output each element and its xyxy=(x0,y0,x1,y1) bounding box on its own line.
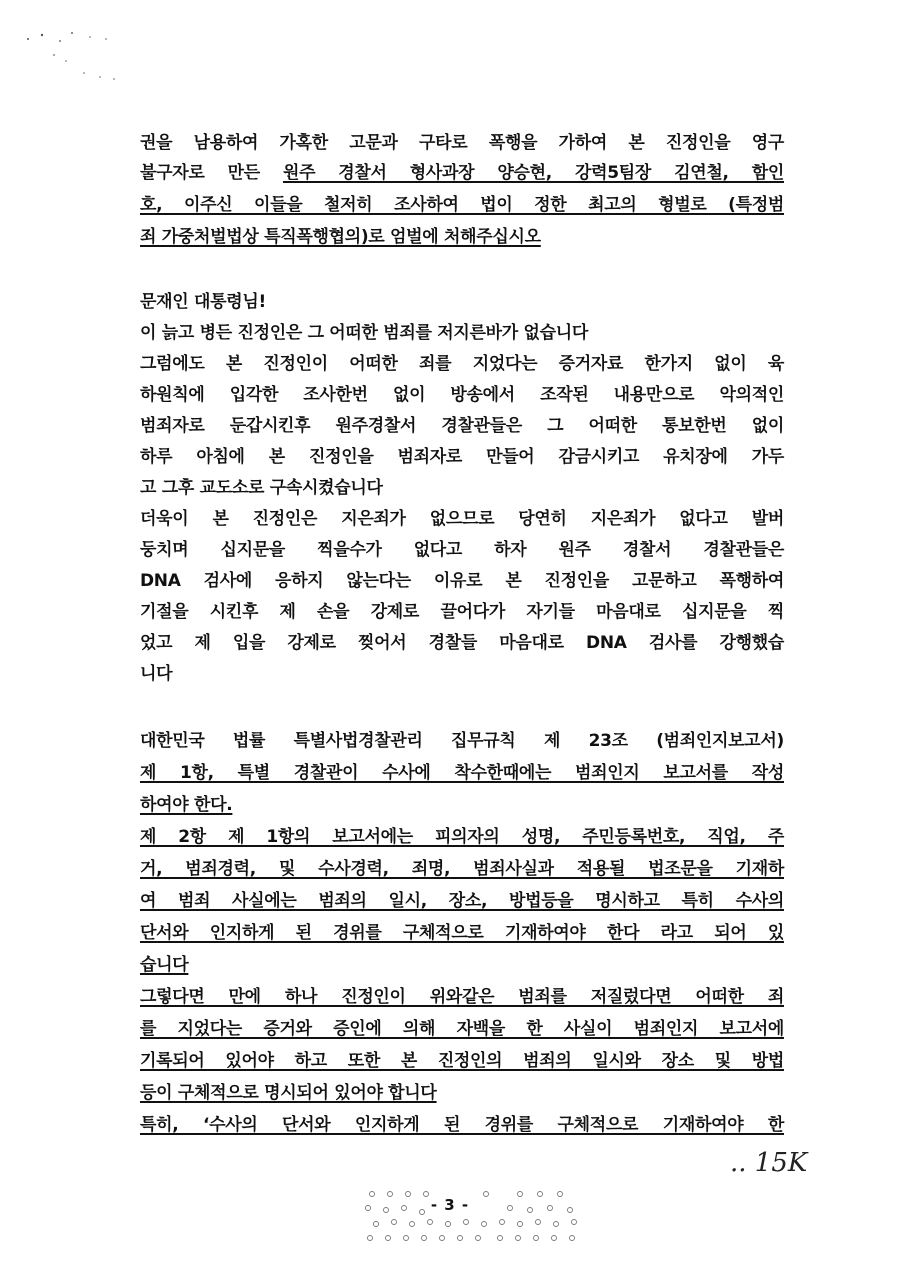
text-line-underlined: 특히, ‘수사의 단서와 인지하게 된 경위를 구체적으로 기재하여야 한 xyxy=(140,1115,784,1135)
text-line xyxy=(140,162,784,184)
text-line-underlined: 거, 범죄경력, 및 수사경력, 죄명, 범죄사실과 적용될 법조문을 기재하 xyxy=(140,859,784,879)
text-line: 니다 xyxy=(140,664,173,684)
text-line: DNA 검사에 응하지 않는다는 이유로 본 진정인을 고문하고 폭행하여 xyxy=(140,571,784,591)
text-line-underlined: 여 범죄 사실에는 범죄의 일시, 장소, 방법등을 명시하고 특히 수사의 xyxy=(140,891,784,911)
text-line-underlined: 등이 구체적으로 명시되어 있어야 합니다 xyxy=(140,1083,437,1103)
text-line: 기절을 시킨후 제 손을 강제로 끌어다가 자기들 마음대로 십지문을 찍 xyxy=(140,602,784,622)
text-line: 권을 남용하여 가혹한 고문과 구타로 폭행을 가하여 본 진정인을 영구 xyxy=(140,133,784,153)
text-line: 고 그후 교도소로 구속시켰습니다 xyxy=(140,478,383,498)
text-line: 었고 제 입을 강제로 찢어서 경찰들 마음대로 DNA 검사를 강행했습 xyxy=(140,633,784,653)
text-line: 대한민국 법률 특별사법경찰관리 집무규칙 제 23조 (범죄인지보고서) xyxy=(140,731,784,751)
text-line-underlined: 하여야 한다. xyxy=(140,795,233,815)
text-line-underlined: 그렇다면 만에 하나 진정인이 위와같은 범죄를 저질렀다면 어떠한 죄 xyxy=(140,987,784,1007)
text-line: 범죄자로 둔갑시킨후 원주경찰서 경찰관들은 그 어떠한 통보한번 없이 xyxy=(140,416,784,436)
text-line: 더욱이 본 진정인은 지은죄가 없으므로 당연히 지은죄가 없다고 발버 xyxy=(140,509,784,529)
text-line-underlined: 기록되어 있어야 하고 또한 본 진정인의 범죄의 일시와 장소 및 방법 xyxy=(140,1051,784,1071)
text-line-underlined: 제 1항, 특별 경찰관이 수사에 착수한때에는 범죄인지 보고서를 작성 xyxy=(140,763,784,783)
text-line: 하루 아침에 본 진정인을 범죄자로 만들어 감금시키고 유치장에 가두 xyxy=(140,447,784,467)
text-line-underlined: 제 2항 제 1항의 보고서에는 피의자의 성명, 주민등록번호, 직업, 주 xyxy=(140,827,784,847)
scan-specks xyxy=(20,25,130,85)
handwritten-initials: .. 15K xyxy=(730,1148,808,1178)
salutation: 문재인 대통령님! xyxy=(140,292,266,312)
text-line-underlined: 습니다 xyxy=(140,955,189,975)
text-line-underlined: 호, 이주신 이들을 철저히 조사하여 법이 정한 최고의 형벌로 (특정범 xyxy=(140,195,784,215)
text-line: 그럼에도 본 진정인이 어떠한 죄를 지었다는 증거자료 한가지 없이 육 xyxy=(140,354,784,374)
text-line: 하원칙에 입각한 조사한번 없이 방송에서 조작된 내용만으로 악의적인 xyxy=(140,385,784,405)
text-line-underlined: 죄 가중처벌법상 특직폭행협의)로 엄벌에 처해주십시오 xyxy=(140,227,541,247)
text-line-underlined: 단서와 인지하게 된 경위를 구체적으로 기재하여야 한다 라고 되어 있 xyxy=(140,923,784,943)
text-line: 둥치며 십지문을 찍을수가 없다고 하자 원주 경찰서 경찰관들은 xyxy=(140,540,784,560)
text-line: 이 늙고 병든 진정인은 그 어떠한 범죄를 저지른바가 없습니다 xyxy=(140,323,588,343)
page-number-dot-pattern xyxy=(360,1186,590,1244)
text-segment: 불구자로 만든 xyxy=(140,163,283,183)
underlined-text: 원주 경찰서 형사과장 양승현, 강력5팀장 김연철, 함인 xyxy=(282,163,784,183)
text-line-underlined: 를 지었다는 증거와 증인에 의해 자백을 한 사실이 범죄인지 보고서에 xyxy=(140,1019,784,1039)
page-number: - 3 - xyxy=(430,1196,470,1214)
